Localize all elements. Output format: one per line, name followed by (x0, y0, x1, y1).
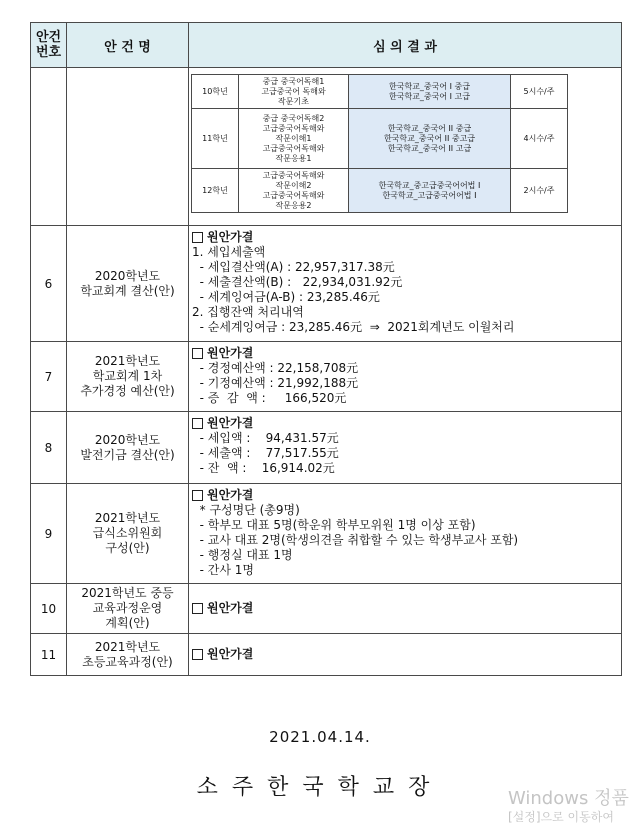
result-line: - 교사 대표 2명(학생의견을 취합할 수 있는 학생부교사 포함) (192, 533, 519, 547)
result-line: - 증 감 액 : 166,520元 (192, 391, 347, 405)
course-current-line: 중급 중국어독해2 (262, 113, 325, 123)
course-hours: 5시수/주 (511, 75, 568, 109)
course-row (192, 169, 568, 213)
result-line: - 세계잉여금(A-B) : 23,285.46元 (192, 290, 380, 304)
result-line: * 구성명단 (총9명) (192, 503, 300, 517)
result-title-text: 원안가결 (207, 230, 254, 244)
header-result: 심 의 결 과 (189, 23, 622, 68)
course-grade: 11학년 (192, 109, 239, 169)
result-title-text: 원안가결 (207, 601, 254, 615)
result-line: - 세입결산액(A) : 22,957,317.38元 (192, 260, 395, 274)
course-current-line: 고급중국어독해와 (262, 123, 325, 133)
result-line: - 세출액 : 77,517.55元 (192, 446, 339, 460)
result-cell (189, 634, 622, 676)
table-header-row (31, 23, 622, 68)
activation-watermark-title: Windows 정품 (508, 788, 629, 809)
course-current-line: 작문이해2 (275, 180, 312, 190)
course-current-line: 작문기초 (278, 96, 309, 106)
header-agenda-number: 안건 번호 (31, 23, 67, 68)
course-new (349, 109, 511, 169)
agenda-title-line: 2020학년도 (94, 432, 161, 447)
table-row-continued (31, 68, 622, 226)
agenda-title-line: 계획(안) (105, 616, 150, 630)
result-cell (189, 226, 622, 342)
course-current-line: 고급중국어독해와 (262, 190, 325, 200)
result-line: - 학부모 대표 5명(학운위 학부모위원 1명 이상 포함) (192, 518, 476, 532)
agenda-title-line: 초등교육과정(안) (82, 654, 173, 669)
result-cell (189, 342, 622, 412)
course-new-line: 한국학교_고급중국어어법 I (382, 190, 477, 200)
agenda-title-line: 학교회계 1차 (92, 369, 163, 383)
course-current-line: 작문응용1 (275, 153, 312, 163)
course-current-line: 작문응용2 (275, 200, 312, 210)
result-title-text: 원안가결 (207, 488, 254, 502)
agenda-title-line: 급식소위원회 (92, 526, 163, 540)
activation-watermark-hint: [설정]으로 이동하여 (508, 810, 614, 824)
result-title-text: 원안가결 (207, 647, 254, 661)
agenda-title-line: 2021학년도 중등 (81, 586, 174, 600)
agenda-title (67, 584, 189, 634)
agenda-number: 10 (31, 584, 67, 634)
checkbox-icon (192, 348, 203, 359)
course-new-line: 한국학교_중국어 II 중급 (387, 123, 472, 133)
agenda-title-line: 2021학년도 (94, 354, 161, 368)
course-current-line: 작문이해1 (275, 133, 312, 143)
agenda-title-line: 2021학년도 (94, 511, 161, 525)
course-grade: 12학년 (192, 169, 239, 213)
agenda-title-line: 학교회계 결산(안) (80, 283, 175, 298)
result-line: - 잔 액 : 16,914.02元 (192, 461, 335, 475)
signer-title: 소주한국학교장 (196, 775, 444, 800)
checkbox-icon (192, 232, 203, 243)
course-new-line: 한국학교_중고급중국어어법 I (378, 180, 481, 190)
result-title (192, 416, 621, 431)
agenda-title (67, 342, 189, 412)
agenda-title-line: 추가경정 예산(안) (80, 384, 175, 398)
result-line: - 행정실 대표 1명 (192, 548, 293, 562)
course-current-line: 고급중국어독해와 (262, 143, 325, 153)
table-row (31, 226, 622, 342)
course-current (239, 169, 349, 213)
result-line: 2. 집행잔액 처리내역 (192, 305, 304, 319)
result-cell (189, 584, 622, 634)
course-grade: 10학년 (192, 75, 239, 109)
table-row (31, 412, 622, 484)
result-title (192, 601, 621, 616)
table-row (31, 634, 622, 676)
agenda-table (30, 22, 622, 676)
checkbox-icon (192, 418, 203, 429)
course-hours: 4시수/주 (511, 109, 568, 169)
agenda-number: 9 (31, 484, 67, 584)
agenda-title-line: 발전기금 결산(안) (80, 447, 175, 462)
result-title (192, 647, 621, 662)
result-line: - 순세계잉여금 : 23,285.46元 ⇒ 2021회계년도 이월처리 (192, 320, 515, 334)
result-title (192, 488, 621, 503)
result-line: - 경정예산액 : 22,158,708元 (192, 361, 359, 375)
course-new-line: 한국학교_중국어 II 고급 (387, 143, 472, 153)
result-cell (189, 484, 622, 584)
agenda-title-line: 2021학년도 (94, 639, 161, 654)
agenda-title (67, 226, 189, 342)
checkbox-icon (192, 603, 203, 614)
agenda-title-line: 구성(안) (105, 541, 150, 555)
course-row (192, 75, 568, 109)
result-line: - 기정예산액 : 21,992,188元 (192, 376, 359, 390)
table-row (31, 584, 622, 634)
course-current (239, 109, 349, 169)
result-title-text: 원안가결 (207, 346, 254, 360)
document-date: 2021.04.14. (269, 728, 371, 746)
course-new (349, 75, 511, 109)
course-new-line: 한국학교_중국어 II 중고급 (383, 133, 476, 143)
agenda-title (67, 412, 189, 484)
result-line: - 간사 1명 (192, 563, 254, 577)
course-new-line: 한국학교_중국어 I 고급 (389, 91, 470, 101)
header-agenda-title: 안 건 명 (67, 23, 189, 68)
result-cell (189, 412, 622, 484)
checkbox-icon (192, 490, 203, 501)
agenda-number: 7 (31, 342, 67, 412)
agenda-title-line: 2020학년도 (94, 268, 161, 283)
agenda-title (67, 484, 189, 584)
course-row (192, 109, 568, 169)
result-line: - 세출결산액(B) : 22,934,031.92元 (192, 275, 403, 289)
result-title (192, 230, 621, 245)
course-hours: 2시수/주 (511, 169, 568, 213)
course-current-line: 고급중국어 독해와 (261, 86, 326, 96)
agenda-number: 8 (31, 412, 67, 484)
agenda-title (67, 634, 189, 676)
agenda-title-line: 교육과정운영 (92, 601, 163, 615)
course-new-line: 한국학교_중국어 I 중급 (389, 81, 470, 91)
course-new (349, 169, 511, 213)
course-table (191, 74, 568, 213)
result-line: 1. 세입세출액 (192, 245, 266, 259)
result-line: - 세입액 : 94,431.57元 (192, 431, 339, 445)
course-current-line: 고급중국어독해와 (262, 170, 325, 180)
table-row (31, 484, 622, 584)
agenda-number: 11 (31, 634, 67, 676)
agenda-number: 6 (31, 226, 67, 342)
course-current-line: 중급 중국어독해1 (262, 76, 325, 86)
table-row (31, 342, 622, 412)
course-current (239, 75, 349, 109)
checkbox-icon (192, 649, 203, 660)
result-title-text: 원안가결 (207, 416, 254, 430)
result-title (192, 346, 621, 361)
